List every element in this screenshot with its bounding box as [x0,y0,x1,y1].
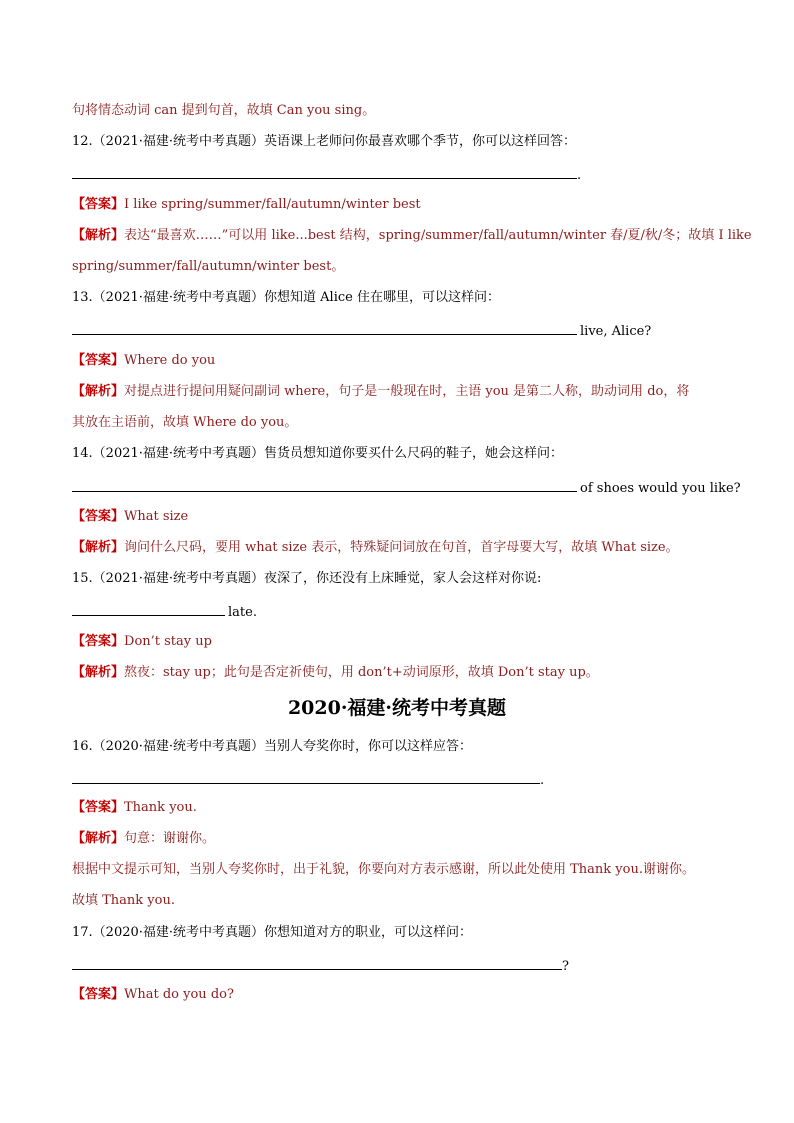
answer-tag: 【答案】 [72,800,125,815]
q16-answer [72,799,197,817]
q17-stem: 17.（2020·福建·统考中考真题）你想知道对方的职业，可以这样问： [72,925,473,940]
analysis-tag: 【解析】 [72,831,125,846]
q16-analysis-cont: 根据中文提示可知，当别人夸奖你时，出于礼貌，你要向对方表示感谢，所以此处使用 Thank you.谢谢你。 [72,862,695,877]
q12-after-blank: . [577,168,582,183]
q14-answer [72,508,188,526]
answer-tag: 【答案】 [72,197,125,212]
q12-answer [72,196,421,214]
q15-after-blank: late. [228,605,257,620]
q12-blank[interactable] [72,164,577,179]
answer-tag: 【答案】 [72,509,125,524]
answer-text: Thank you. [124,800,197,815]
q12-answer-line [72,164,581,185]
q12-stem: 12.（2021·福建·统考中考真题）英语课上老师问你最喜欢哪个季节，你可以这样回答： [72,134,577,149]
analysis-tag: 【解析】 [72,665,125,680]
q14-answer-line [72,477,741,498]
analysis-tag: 【解析】 [72,228,125,243]
q13-analysis-cont: 其放在主语前，故填 Where do you。 [72,415,298,430]
analysis-text: 对提点进行提问用疑问副词 where，句子是一般现在时，主语 you 是第二人称，助动词用 do，将 [124,384,690,399]
q16-after-blank: . [540,773,545,788]
answer-text: I like spring/summer/fall/autumn/winter best [124,197,421,212]
q13-stem: 13.（2021·福建·统考中考真题）你想知道 Alice 住在哪里，可以这样问： [72,290,500,305]
q15-blank[interactable] [72,601,225,616]
q17-after-blank: ? [562,959,569,974]
q14-stem: 14.（2021·福建·统考中考真题）售货员想知道你要买什么尺码的鞋子，她会这样问： [72,446,564,461]
q14-blank[interactable] [72,477,577,492]
q13-answer [72,352,215,370]
q13-blank[interactable] [72,320,577,335]
answer-tag: 【答案】 [72,987,125,1002]
q15-stem: 15.（2021·福建·统考中考真题）夜深了，你还没有上床睡觉，家人会这样对你说: [72,571,542,586]
q17-answer-line [72,955,569,976]
answer-text: What do you do? [124,987,234,1002]
answer-text: What size [124,509,189,524]
q15-answer-line [72,601,257,622]
q13-analysis [72,383,689,401]
answer-text: Where do you [124,353,216,368]
analysis-text: 询问什么尺码，要用 what size 表示，特殊疑问词放在句首，首字母要大写，故填 What size。 [124,540,679,555]
answer-tag: 【答案】 [72,634,125,649]
section-title: 2020·福建·统考中考真题 [287,697,507,719]
analysis-text: 句意：谢谢你。 [124,831,216,846]
analysis-tag: 【解析】 [72,384,125,399]
answer-text: Don’t stay up [124,634,212,649]
q15-analysis [72,664,599,682]
q16-blank[interactable] [72,769,540,784]
analysis-tag: 【解析】 [72,540,125,555]
q16-analysis [72,830,215,848]
q12-analysis-cont: spring/summer/fall/autumn/winter best。 [72,259,345,274]
q11-analysis-tail: 句将情态动词 can 提到句首，故填 Can you sing。 [72,103,376,118]
analysis-text: 熬夜：stay up；此句是否定祈使句，用 don’t+动词原形，故填 Don’t stay up。 [124,665,599,680]
q16-answer-line [72,769,544,790]
answer-tag: 【答案】 [72,353,125,368]
q14-analysis [72,539,679,557]
q17-answer [72,986,234,1004]
q13-after-blank: live, Alice? [580,324,652,339]
q15-answer [72,633,212,651]
q16-analysis-cont2: 故填 Thank you. [72,893,175,908]
q14-after-blank: of shoes would you like? [580,481,741,496]
analysis-text: 表达“最喜欢……”可以用 like...best 结构，spring/summer/fall/autumn/winter 春/夏/秋/冬；故填 I like [124,228,752,243]
q12-analysis [72,227,752,245]
q13-answer-line [72,320,651,341]
q17-blank[interactable] [72,955,562,970]
q16-stem: 16.（2020·福建·统考中考真题）当别人夸奖你时，你可以这样应答： [72,739,473,754]
